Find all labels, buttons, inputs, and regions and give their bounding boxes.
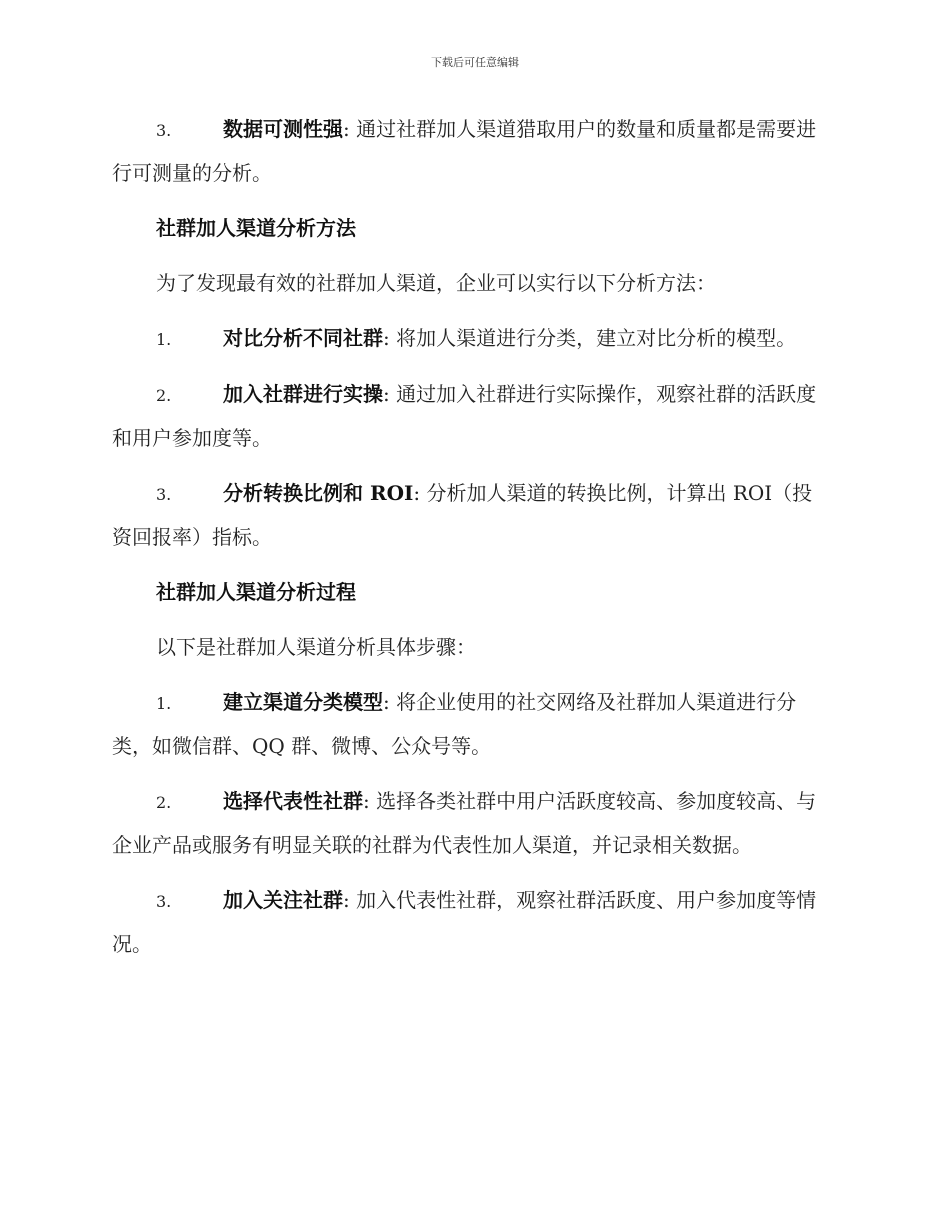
list-term: 分析转换比例和 ROI — [223, 481, 414, 505]
list-term: 对比分析不同社群 — [223, 326, 383, 350]
list-item-data-measurable — [112, 108, 832, 195]
section-intro-methods: 为了发现最有效的社群加人渠道，企业可以实行以下分析方法： — [156, 271, 716, 295]
list-text: : 将加人渠道进行分类，建立对比分析的模型。 — [383, 326, 797, 350]
list-number: 1. — [156, 694, 172, 713]
list-number: 3. — [156, 485, 172, 504]
list-term: 加入社群进行实操 — [223, 382, 383, 406]
list-term: 加入关注社群 — [223, 888, 343, 912]
list-term: 数据可测性强 — [223, 117, 343, 141]
list-text: : 将企业使用的社交网络及社群加人渠道进行分类，如微信群、QQ 群、微博、公众号等。 — [112, 690, 797, 758]
list-number: 1. — [156, 330, 172, 349]
list-number: 3. — [156, 121, 172, 140]
list-text: : 加入代表性社群，观察社群活跃度、用户参加度等情况。 — [112, 888, 817, 956]
section-heading-methods: 社群加人渠道分析方法 — [156, 216, 356, 240]
list-item-select — [112, 780, 832, 867]
list-term: 建立渠道分类模型 — [223, 690, 383, 714]
list-text: : 分析加人渠道的转换比例，计算出 ROI（投资回报率）指标。 — [112, 481, 813, 549]
list-term: 选择代表性社群 — [223, 789, 363, 813]
document-body — [112, 108, 832, 978]
list-item-roi — [112, 472, 832, 559]
list-item-join — [112, 879, 832, 966]
page-header-note: 下载后可任意编辑 — [431, 56, 519, 69]
list-item-model — [112, 681, 832, 768]
list-item-practice — [112, 373, 832, 460]
section-intro-process: 以下是社群加人渠道分析具体步骤： — [156, 635, 476, 659]
list-number: 3. — [156, 892, 172, 911]
list-text: : 通过社群加人渠道猎取用户的数量和质量都是需要进行可测量的分析。 — [112, 117, 817, 185]
list-text: : 通过加入社群进行实际操作，观察社群的活跃度和用户参加度等。 — [112, 382, 817, 450]
section-heading-process: 社群加人渠道分析过程 — [156, 580, 356, 604]
list-text: : 选择各类社群中用户活跃度较高、参加度较高、与企业产品或服务有明显关联的社群为代表性加人渠道，并记录相关数据。 — [112, 789, 817, 857]
list-number: 2. — [156, 386, 172, 405]
list-item-compare — [112, 317, 832, 361]
list-number: 2. — [156, 793, 172, 812]
